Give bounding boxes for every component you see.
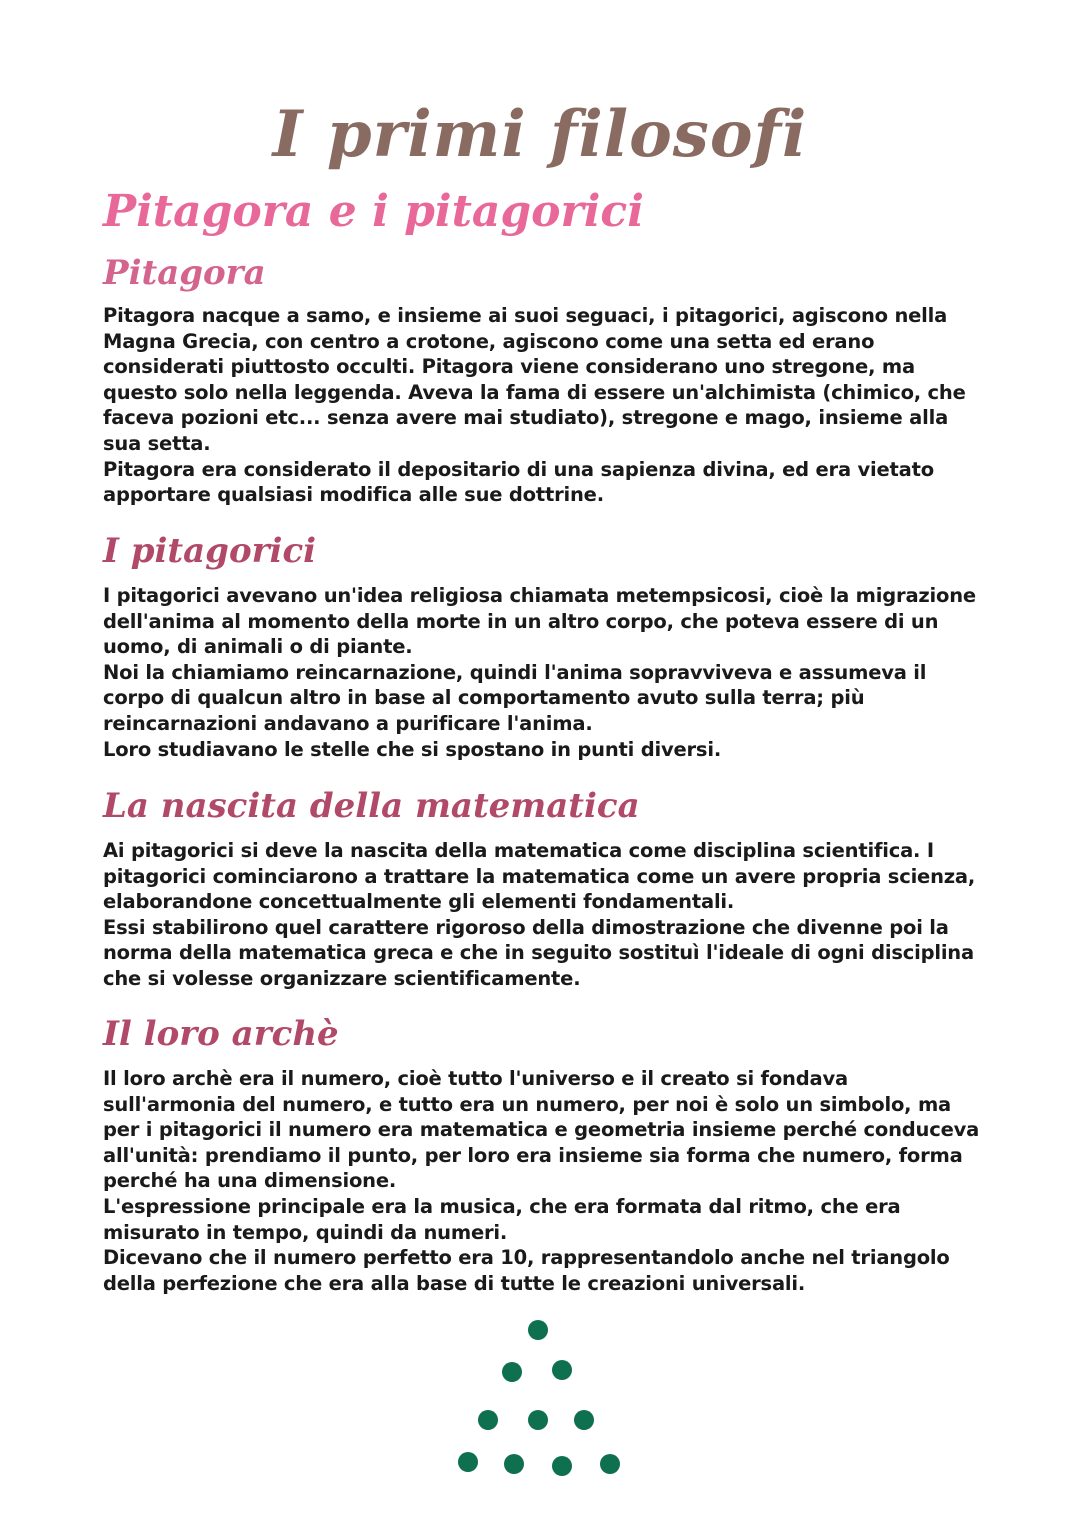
tetractys-dot [552,1360,572,1380]
paragraph: Noi la chiamiamo reincarnazione, quindi l'anima sopravviveva e assumeva il corpo di qualcun altro in base al comportamento avuto sulla terra; più reincarnazioni andavano a purificare l'anima. [103,660,927,735]
tetractys-dot [502,1362,522,1382]
paragraph: I pitagorici avevano un'idea religiosa chiamata metempsicosi, cioè la migrazione dell'anima al momento della morte in un altro corpo, che poteva essere di un uomo, di animali o di piante. [103,584,976,659]
section-heading: Pitagora e i pitagorici [103,186,644,237]
paragraph: Essi stabilirono quel carattere rigoroso della dimostrazione che divenne poi la norma della matematica greca e che in seguito sostituì l'ideale di ogni disciplina che si volesse organizzare scientificamente. [103,915,974,990]
tetractys-dot [478,1410,498,1430]
tetractys-dot [600,1454,620,1474]
heading-loro-arche: Il loro archè [103,1014,339,1054]
tetractys-triangle [440,1310,640,1490]
section-arche-body [103,1066,983,1296]
page-title: I primi filosofi [272,97,808,172]
paragraph: L'espressione principale era la musica, che era formata dal ritmo, che era misurato in tempo, quindi da numeri. [103,1194,901,1244]
section-matematica-body [103,838,983,992]
tetractys-dot [574,1410,594,1430]
paragraph: Ai pitagorici si deve la nascita della matematica come disciplina scientifica. I pitagorici cominciarono a trattare la matematica come un avere propria scienza, elaborandone concettualmente gli elementi fondamentali. [103,839,976,914]
heading-pitagora: Pitagora [103,253,266,293]
paragraph: Dicevano che il numero perfetto era 10, rappresentandolo anche nel triangolo della perfezione che era alla base di tutte le creazioni universali. [103,1246,950,1295]
paragraph: Pitagora era considerato il depositario di una sapienza divina, ed era vietato apportare qualsiasi modifica alle sue dottrine. [103,457,934,507]
paragraph: Loro studiavano le stelle che si spostano in punti diversi. [103,737,722,761]
heading-i-pitagorici: I pitagorici [103,531,317,571]
heading-nascita-matematica: La nascita della matematica [103,786,640,826]
section-pitagora-body [103,303,983,508]
tetractys-dot [458,1452,478,1472]
tetractys-dot [552,1456,572,1476]
section-pitagorici-body [103,583,983,762]
paragraph: Pitagora nacque a samo, e insieme ai suoi seguaci, i pitagorici, agiscono nella Magna Grecia, con centro a crotone, agiscono come una setta ed erano considerati piuttosto occulti. Pitagora viene considerano uno stregone, ma questo solo nella leggenda. Aveva la fama di essere un'alchimista (chimico, che faceva pozioni etc... senza avere mai studiato), stregone e mago, insieme alla sua setta. [103,304,966,455]
tetractys-dot [528,1410,548,1430]
paragraph: Il loro archè era il numero, cioè tutto l'universo e il creato si fondava sull'armonia del numero, e tutto era un numero, per noi è solo un simbolo, ma per i pitagorici il numero era matematica e geometria insieme perché conduceva all'unità: prendiamo il punto, per loro era insieme sia forma che numero, forma perché ha una dimensione. [103,1067,980,1193]
tetractys-dot [504,1454,524,1474]
tetractys-dot [528,1320,548,1340]
